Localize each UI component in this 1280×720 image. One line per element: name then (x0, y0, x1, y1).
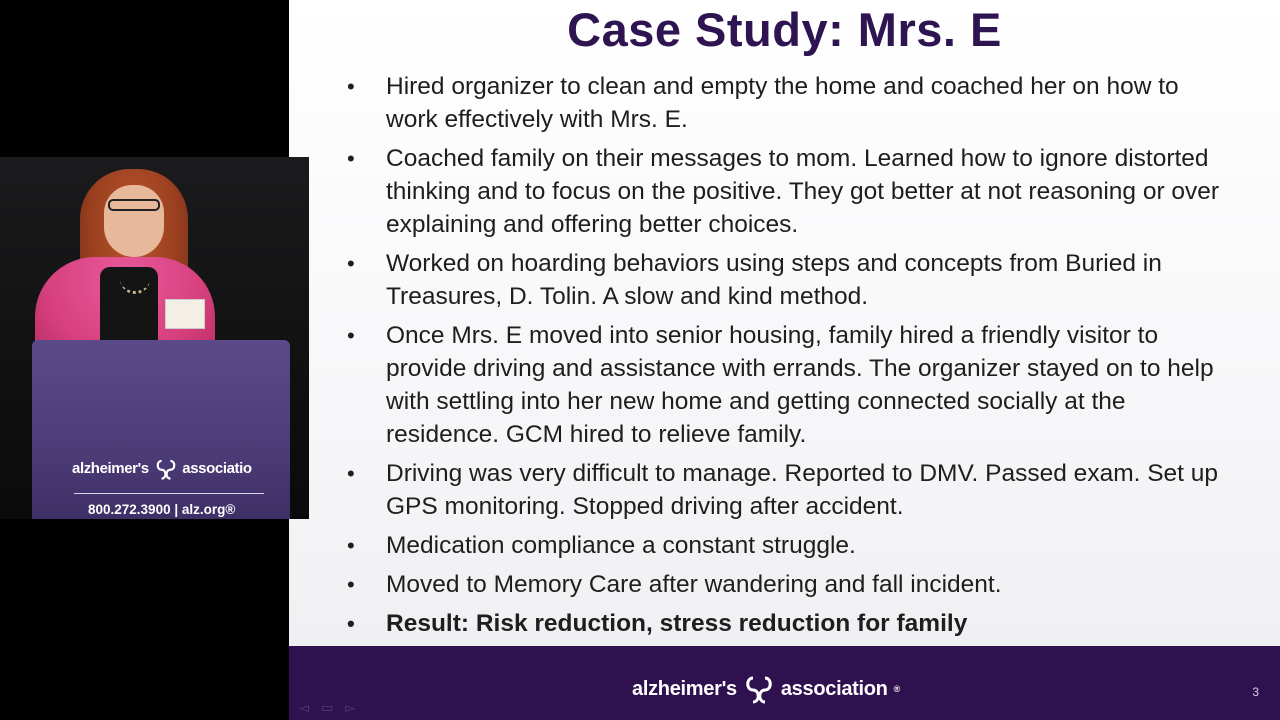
alzheimers-association-logo: alzheimer's association ® (632, 674, 900, 704)
purple-knot-icon (153, 458, 179, 480)
bullet-item: • Worked on hoarding behaviors using steps and concepts from Buried in Treasures, D. Tolin. A slow and kind method. (347, 247, 1227, 313)
name-badge (165, 299, 205, 329)
slide-nav-controls (299, 700, 355, 716)
bullet-item: • Moved to Memory Care after wandering and fall incident. (347, 568, 1227, 601)
bullet-icon: • (347, 533, 355, 558)
bullet-list (347, 70, 1227, 646)
podium (32, 340, 290, 519)
bullet-icon: • (347, 611, 355, 636)
slide (289, 0, 1280, 646)
bullet-icon: • (347, 146, 355, 171)
bullet-icon: • (347, 572, 355, 597)
bullet-icon: • (347, 323, 355, 348)
bullet-item: • Coached family on their messages to mom. Learned how to ignore distorted thinking and to focus on the positive. They got better at not reasoning or over explaining and offering better choices. (347, 142, 1227, 241)
bullet-item-result: • Result: Risk reduction, stress reduction for family (347, 607, 1227, 640)
podium-phone: 800.272.3900 | alz.org® (88, 502, 236, 517)
slide-title: Case Study: Mrs. E (567, 3, 1002, 56)
slide-footer (289, 646, 1280, 720)
glasses-icon (108, 199, 160, 211)
speaker-face (104, 185, 164, 257)
page-number: 3 (1252, 685, 1259, 699)
bullet-item: • Hired organizer to clean and empty the home and coached her on how to work effectively with Mrs. E. (347, 70, 1227, 136)
bullet-icon: • (347, 74, 355, 99)
podium-logo: alzheimer's associatio (72, 458, 252, 480)
speaker-video (0, 157, 309, 519)
next-slide-icon[interactable]: ▻ (345, 700, 356, 715)
bullet-item: • Driving was very difficult to manage. Reported to DMV. Passed exam. Set up GPS monitoring. Stopped driving after accident. (347, 457, 1227, 523)
bullet-icon: • (347, 461, 355, 486)
bullet-item: • Medication compliance a constant struggle. (347, 529, 1227, 562)
slide-menu-icon[interactable]: ▭ (321, 700, 334, 715)
prev-slide-icon[interactable]: ◅ (299, 700, 309, 715)
podium-divider (74, 493, 264, 494)
bullet-item: • Once Mrs. E moved into senior housing, family hired a friendly visitor to provide driving and assistance with errands. The organizer stayed on to help with settling into her new home and getting connected socially at the residence. GCM hired to relieve family. (347, 319, 1227, 451)
bullet-icon: • (347, 251, 355, 276)
purple-knot-icon (743, 674, 775, 704)
